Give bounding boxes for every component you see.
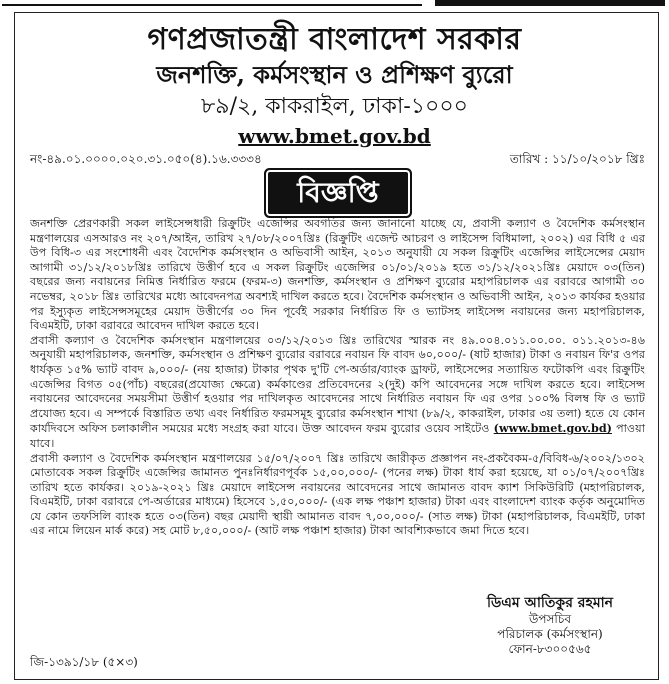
paragraph-3: প্রবাসী কল্যাণ ও বৈদেশিক কর্মসংস্থান মন্ত্রণালয়ের ১৫/০৭/২০০৭ খ্রিঃ তারিখে জারীকৃত প্রজ্ঞাপন নং-প্রকবৈকম-৫/বিবিধ-৬/২০০২/১৩০২ মোতাবেক সকল রিক্রুটিং এজেন্সির জামানত পুনঃনির্ধারণপূর্বক ১৫,০০,০০০/- (পনের লক্ষ) টাকা ধার্য করা হয়েছে, যা ০১/০৭/২০০৭খ্রিঃ তারিখ হতে কার্যকর। ২০১৯-২০২১ খ্রিঃ মেয়াদে লাইসেন্স নবায়নের আবেদনের সাথে জামানত বাবদ ক্যাশ সিকিউরিটি (মহাপরিচালক, বিএমইটি, ঢাকা বরাবরে পে-অর্ডারের মাধ্যমে) হিসেবে ১,৫০,০০০/- (এক লক্ষ পঞ্চাশ হাজার) টাকা এবং বাংলাদেশ ব্যাংক কর্তৃক অনুমোদিত যে কোন তফসিলি ব্যাংক হতে ০৩(তিন) বছর মেয়াদী স্থায়ী আমানত বাবদ ৭,০০,০০০/- (সাত লক্ষ) টাকা (মহাপরিচালক, বিএমইটি, ঢাকা এর নামে লিয়েন মার্ক করে) সহ মোট ৮,৫০,০০০/- (আট লক্ষ পঞ্চাশ হাজার) টাকা আবশ্যিকভাবে জমা দিতে হবে।: [30, 451, 645, 538]
inline-website-link[interactable]: (www.bmet.gov.bd): [493, 421, 612, 436]
notice-body: [30, 217, 645, 539]
reference-row: [30, 150, 645, 168]
signatory-name: ডিএম আতিকুর রহমান: [486, 595, 614, 611]
notice-title-badge: বিজ্ঞপ্তি: [268, 172, 408, 214]
website-link[interactable]: www.bmet.gov.bd: [238, 124, 431, 148]
signatory-phone: ফোন-৮৩০০৫৬৫: [508, 642, 592, 656]
signatory-title-2: পরিচালক (কর্মসংস্থান): [497, 627, 603, 641]
previous-ad-border: [2, 0, 422, 6]
top-border-strip: [0, 0, 669, 8]
office-address: ৮৯/২, কাকরাইল, ঢাকা-১০০০: [201, 94, 468, 119]
paragraph-2-end: পাওয়া যাবে।: [30, 422, 645, 450]
govt-heading: গণপ্রজাতন্ত্রী বাংলাদেশ সরকার: [147, 22, 522, 57]
previous-ad-strip: [435, 0, 665, 6]
paragraph-1: জনশক্তি প্রেরণকারী সকল লাইসেন্সধারী রিক্রুটিং এজেন্সির অবগতির জন্য জানানো যাচ্ছে যে, প্রবাসী কল্যাণ ও বৈদেশিক কর্মসংস্থান মন্ত্রণালয়ের এসআরও নং ২০৭/আইন, তারিখ ২৭/০৮/২০০৭খ্রিঃ (রিক্রুটিং এজেন্ট আচরণ ও লাইসেন্স বিধিমালা, ২০০২) এর বিধি ৫ এর উপ বিধি-৩ এর সংশোধনী এবং বৈদেশিক কর্মসংস্থান ও অভিবাসী আইন, ২০১৩ অনুযায়ী যে সকল রিক্রুটিং এজেন্সির লাইসেন্সের মেয়াদ আগামী ৩১/১২/২০১৮খ্রিঃ তারিখে উত্তীর্ণ হবে এ সকল রিক্রুটিং এজেন্সির ০১/০১/২০১৯ হতে ৩১/১২/২০২১খ্রিঃ মেয়াদে ০৩(তিন) বছরের জন্য নবায়নের নিমিত্ত নির্ধারিত ফরমে (ফরম-৩) জনশক্তি, কর্মসংস্থান ও প্রশিক্ষণ ব্যুরোর মহাপরিচালক এর বরাবরে আগামী ৩০ নভেম্বর, ২০১৮ খ্রিঃ তারিখের মধ্যে আবেদনপত্র অবশ্যই দাখিল করতে হবে। বৈদেশিক কর্মসংস্থান ও অভিবাসী আইন, ২০১৩ কার্যকর হওয়ার পর ইস্যুকৃত লাইসেন্সসমূহের মেয়াদ উত্তীর্ণের ৩০ দিন পূর্বেই সরকার নির্ধারিত ফি ও ভ্যাটসহ লাইসেন্স নবায়নের জন্য মহাপরিচালক, বিএমইটি, ঢাকা বরাবরে আবেদন দাখিল করতে হবে।: [30, 217, 645, 333]
bureau-name: জনশক্তি, কর্মসংস্থান ও প্রশিক্ষণ ব্যুরো: [156, 60, 513, 89]
paragraph-2: [30, 334, 645, 452]
signature-block: [470, 594, 630, 657]
notice-date: তারিখ : ১১/১০/২০১৮ খ্রিঃ: [509, 152, 645, 166]
paragraph-2-text: প্রবাসী কল্যাণ ও বৈদেশিক কর্মসংস্থান মন্ত্রণালয়ের ০৩/১২/২০১৩ খ্রিঃ তারিখের স্মারক নং ৪৯.০০৪.০১১.০০.০০. ০১১.২০১৩-৪৬ অনুযায়ী মহাপরিচালক, জনশক্তি, কর্মসংস্থান ও প্রশিক্ষণ ব্যুরোর বরাবরে নবায়ন ফি বাবদ ৬০,০০০/- (ষাট হাজার) টাকা ও নবায়ন ফি'র ওপর ধার্যকৃত ১৫% ভ্যাট বাবদ ৯,০০০/- (নয় হাজার) টাকার পৃথক দু'টি পে-অর্ডার/ব্যাংক ড্রাফট, লাইসেন্সের সত্যায়িত ফটোকপি এবং রিক্রুটিং এজেন্সির বিগত ০৫(পাঁচ) বছরের(প্রযোজ্য ক্ষেত্রে) কর্মকাণ্ডের প্রতিবেদনের ২(দুই) কপি আবেদনের সঙ্গে দাখিল করতে হবে। লাইসেন্স নবায়নের আবেদনের সময়সীমা উত্তীর্ণ হওয়ার পর দাখিলকৃত আবেদনের সাথে নির্ধারিত নবায়ন ফি এর ওপর ১০০% বিলম্ব ফি ও ভ্যাট প্রযোজ্য হবে। এ সম্পর্কে বিস্তারিত তথ্য এবং নির্ধারিত ফরমসমূহ ব্যুরোর কর্মসংস্থান শাখা (৮৯/২, কাকরাইল, ঢাকার ৩য় তলা) হতে যে কোন কার্যদিবসে অফিস চলাকালীন সময়ের মধ্যে সংগ্রহ করা যাবে। উক্ত আবেদন ফরম ব্যুরোর ওয়েব সাইটেও: [30, 333, 645, 436]
govt-ad-code: জি-১৩৯১/১৮ (৫×৩): [30, 655, 138, 669]
memo-number: নং-৪৯.০১.০০০০.০২০.৩১.০৫০(৪).১৬.৩৩৩৪: [30, 152, 262, 166]
signatory-title-1: উপসচিব: [528, 612, 571, 626]
